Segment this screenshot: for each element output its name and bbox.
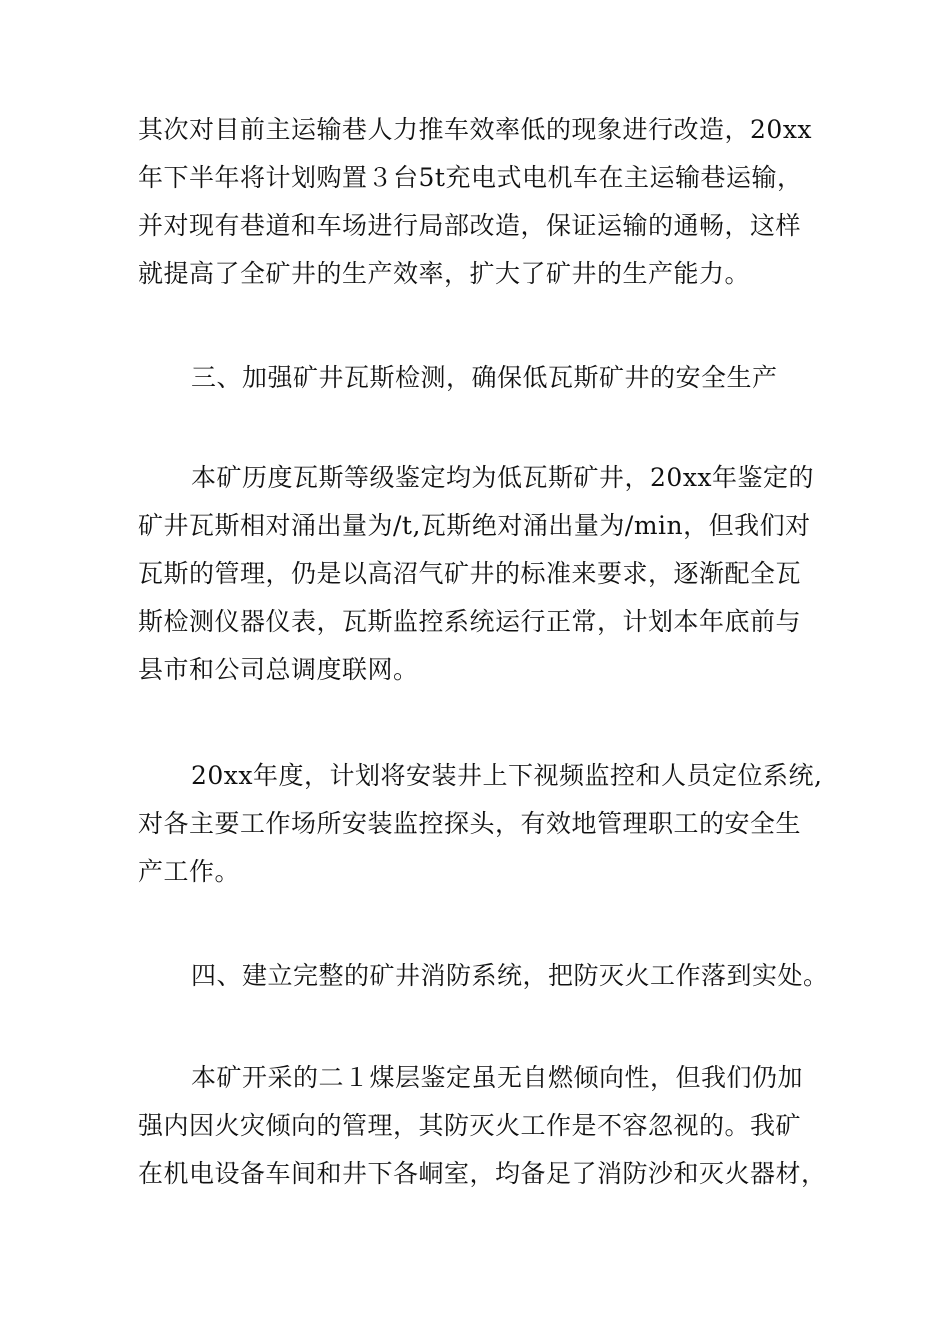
paragraph-transport-upgrade [138,106,818,298]
text-line: 强内因火灾倾向的管理，其防灭火工作是不容忽视的。我矿 [138,1111,802,1140]
text-line: 对各主要工作场所安装监控探头，有效地管理职工的安全生 [138,809,802,838]
text-line: 本矿开采的二１煤层鉴定虽无自燃倾向性，但我们仍加 [191,1063,804,1092]
text-line: 本矿历度瓦斯等级鉴定均为低瓦斯矿井，20xx年鉴定的 [191,463,815,492]
section-heading: 四、建立完整的矿井消防系统，把防灭火工作落到实处。 [191,961,829,990]
text-line: 斯检测仪器仪表，瓦斯监控系统运行正常，计划本年底前与 [138,607,802,636]
text-line: 在机电设备车间和井下各峒室，均备足了消防沙和灭火器材， [138,1159,827,1188]
text-line: 年下半年将计划购置３台5t充电式电机车在主运输巷运输， [138,163,803,192]
text-line: 就提高了全矿井的生产效率，扩大了矿井的生产能力。 [138,259,751,288]
paragraph-gas-management [138,454,818,694]
text-line: 产工作。 [138,857,241,886]
section-heading: 三、加强矿井瓦斯检测，确保低瓦斯矿井的安全生产 [191,363,778,392]
text-line: 瓦斯的管理，仍是以高沼气矿井的标准来要求，逐渐配全瓦 [138,559,802,588]
text-line: 其次对目前主运输巷人力推车效率低的现象进行改造，20xx [138,115,813,144]
paragraph-fire-prevention [138,1054,827,1198]
section-heading-fire-prevention [138,952,829,1000]
text-line: 20xx年度，计划将安装井上下视频监控和人员定位系统, [191,761,823,790]
text-line: 并对现有巷道和车场进行局部改造，保证运输的通畅，这样 [138,211,802,240]
text-line: 矿井瓦斯相对涌出量为/t,瓦斯绝对涌出量为/min，但我们对 [138,511,811,540]
text-line: 县市和公司总调度联网。 [138,655,419,684]
paragraph-monitoring-plan [138,752,823,896]
section-heading-gas-detection [138,354,818,402]
